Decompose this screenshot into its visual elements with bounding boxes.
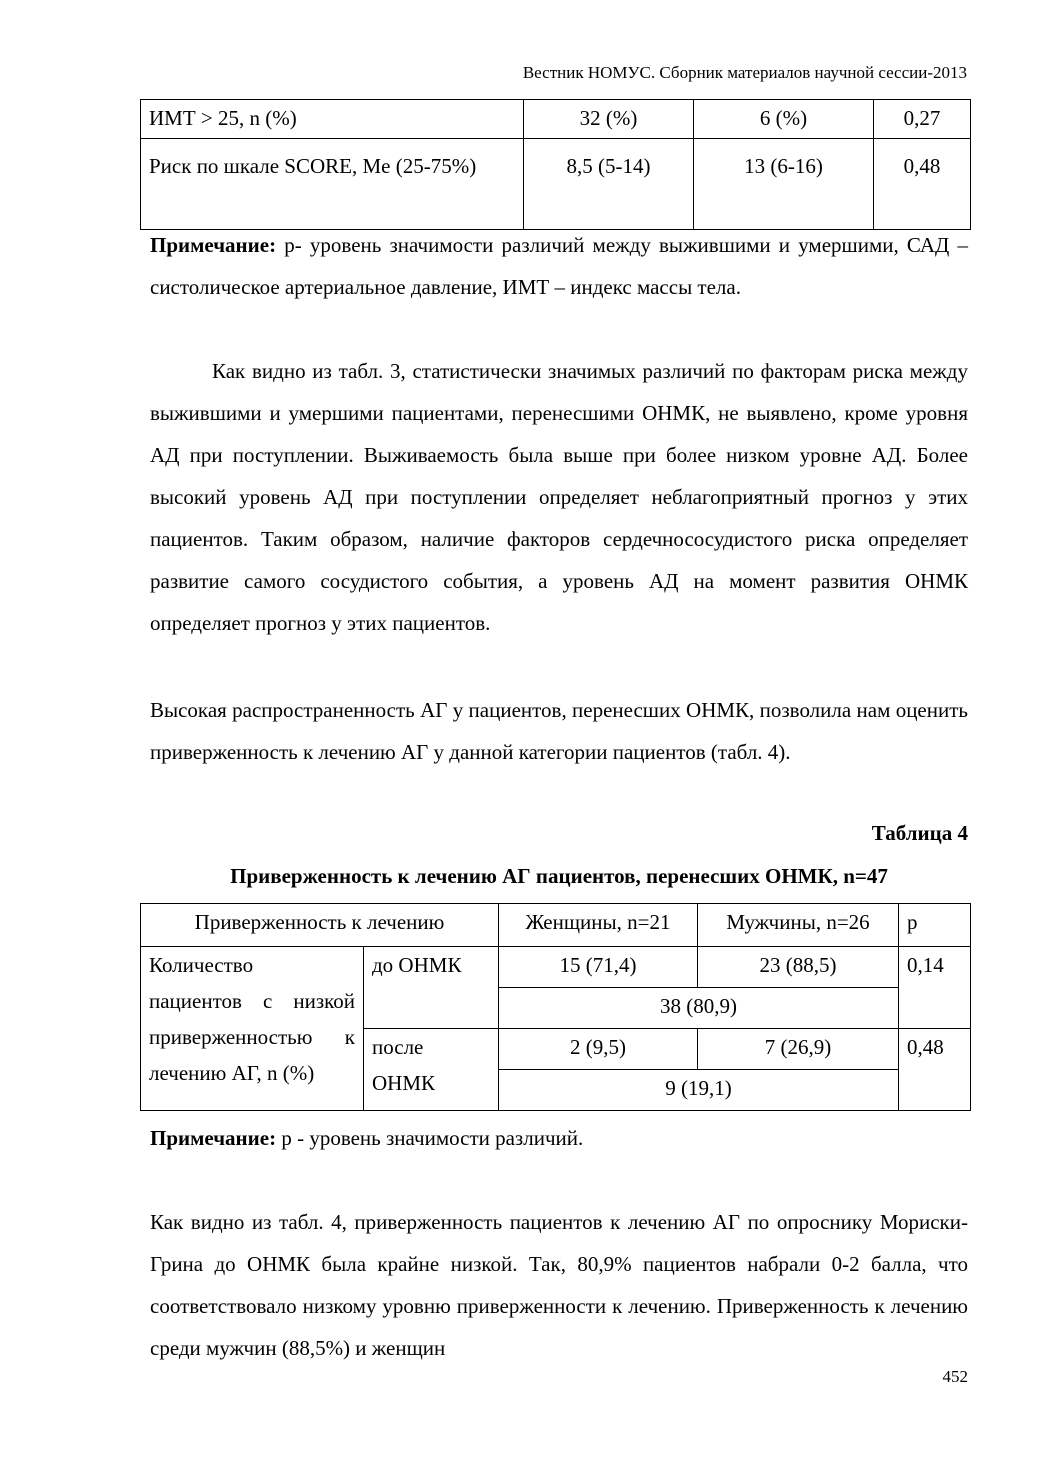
table-cell-p: 0,27 (874, 100, 971, 139)
table-cell-p: 0,48 (874, 139, 971, 230)
after-p: 0,48 (899, 1029, 971, 1111)
paragraph-2: Высокая распространенность АГ у пациентов, перенесших ОНМК, позволила нам оценить приверженность к лечению АГ у данной категории пациентов (табл. 4). (150, 698, 968, 764)
table-4-number: Таблица 4 (871, 821, 968, 845)
before-men: 23 (88,5) (698, 947, 899, 988)
note-label: Примечание: (150, 233, 277, 257)
table-3-continuation (140, 99, 971, 230)
header-men: Мужчины, n=26 (698, 904, 899, 947)
table-cell-survived: 32 (%) (524, 100, 694, 139)
table-row (141, 100, 971, 139)
row-label (141, 947, 364, 1111)
table-4 (140, 903, 971, 1111)
before-women: 15 (71,4) (499, 947, 698, 988)
before-label: до ОНМК (364, 947, 499, 1029)
table-4-note (150, 1117, 968, 1159)
table-cell-died: 13 (6-16) (694, 139, 874, 230)
page-number: 452 (942, 1367, 968, 1386)
after-label (364, 1029, 499, 1111)
row-label-line: приверженностью к (149, 1025, 355, 1049)
after-total: 9 (19,1) (499, 1070, 899, 1111)
header-adherence: Приверженность к лечению (141, 904, 499, 947)
table-4-title: Приверженность к лечению АГ пациентов, перенесших ОНМК, n=47 (230, 864, 888, 888)
header-women: Женщины, n=21 (499, 904, 698, 947)
row-label-line: Количество (149, 953, 254, 977)
before-p: 0,14 (899, 947, 971, 1029)
journal-header: Вестник НОМУС. Сборник материалов научной сессии-2013 (522, 63, 967, 82)
paragraph-3: Как видно из табл. 4, приверженность пациентов к лечению АГ по опроснику Мориски-Грина до ОНМК была крайне низкой. Так, 80,9% пациентов набрали 0-2 балла, что соответствовало низкому уровню приверженности к лечению. Приверженность к лечению среди мужчин (88,5%) и женщин (150, 1210, 968, 1360)
note-text: р- уровень значимости различий между выжившими и умершими, САД – систолическое артериальное давление, ИМТ – индекс массы тела. (150, 233, 968, 299)
table-3-note (150, 224, 968, 308)
paragraph-1: Как видно из табл. 3, статистически значимых различий по факторам риска между выжившими и умершими пациентами, перенесшими ОНМК, не выявлено, кроме уровня АД при поступлении. Выживаемость была выше при более низком уровне АД. Более высокий уровень АД при поступлении определяет неблагоприятный прогноз у этих пациентов. Таким образом, наличие факторов сердечнососудистого риска определяет развитие самого сосудистого события, а уровень АД на момент развития ОНМК определяет прогноз у этих пациентов. (150, 359, 968, 635)
row-label-line: лечению АГ, n (%) (149, 1061, 315, 1085)
after-label-line: после (372, 1035, 424, 1059)
after-label-line: ОНМК (372, 1071, 436, 1095)
table-cell-label: ИМТ > 25, n (%) (141, 100, 524, 139)
table-header-row (141, 904, 971, 947)
after-men: 7 (26,9) (698, 1029, 899, 1070)
table-cell-survived: 8,5 (5-14) (524, 139, 694, 230)
row-label-line: пациентов с низкой (149, 989, 355, 1013)
before-total: 38 (80,9) (499, 988, 899, 1029)
note-text: р - уровень значимости различий. (276, 1126, 584, 1150)
table-row (141, 139, 971, 230)
table-cell-died: 6 (%) (694, 100, 874, 139)
header-p: р (899, 904, 971, 947)
table-cell-label: Риск по шкале SCORE, Me (25-75%) (141, 139, 524, 230)
table-row-before-women-men (141, 947, 971, 988)
after-women: 2 (9,5) (499, 1029, 698, 1070)
note-label: Примечание: (150, 1126, 277, 1150)
